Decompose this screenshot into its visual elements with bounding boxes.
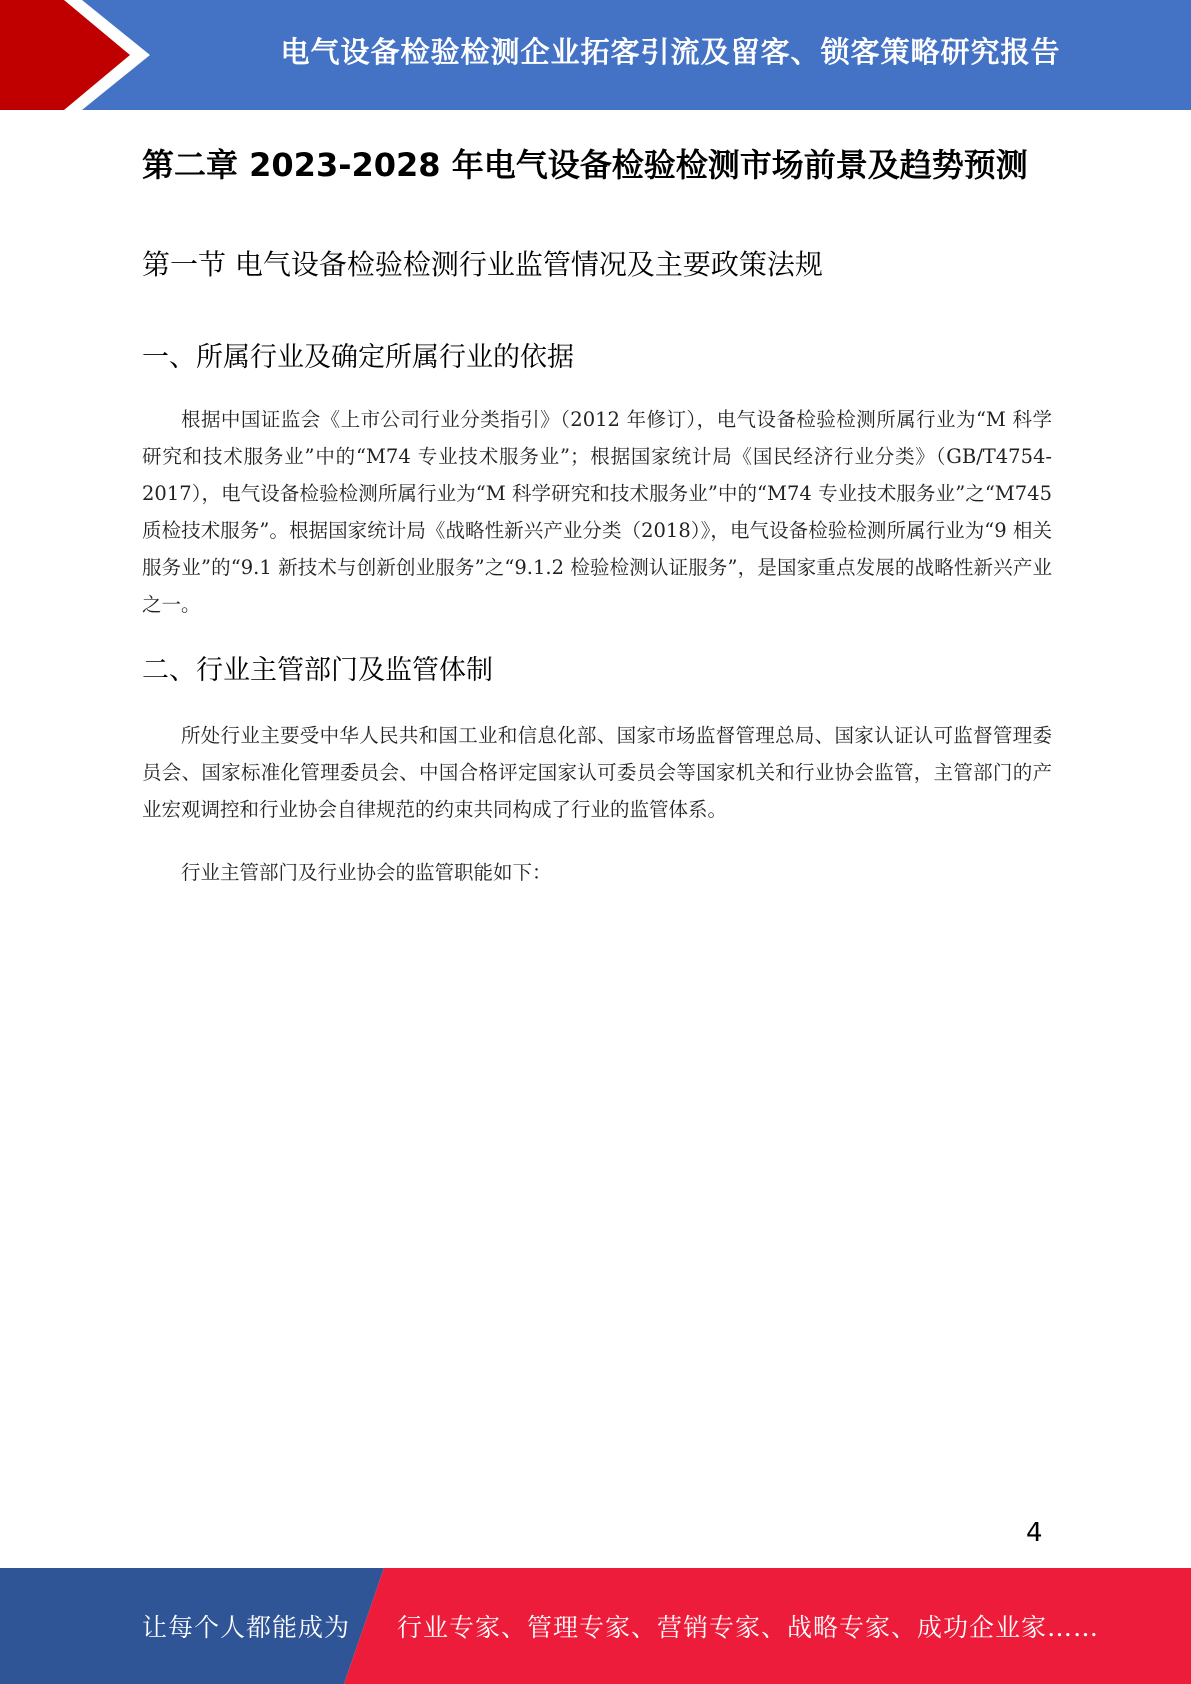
page-number: 4: [1026, 1518, 1043, 1548]
section-title: 第一节 电气设备检验检测行业监管情况及主要政策法规: [142, 248, 823, 281]
chapter-title: 第二章 2023-2028 年电气设备检验检测市场前景及趋势预测: [142, 146, 1028, 184]
report-title: 电气设备检验检测企业拓客引流及留客、锁客策略研究报告: [280, 34, 1061, 69]
footer-slogan-left: 让每个人都能成为: [142, 1613, 351, 1642]
body-paragraph: 所处行业主要受中华人民共和国工业和信息化部、国家市场监督管理总局、国家认证认可监督管理委员会、国家标准化管理委员会、中国合格评定国家认可委员会等国家机关和行业协会监管，主管部门的产业宏观调控和行业协会自律规范的约束共同构成了行业的监管体系。: [142, 724, 1052, 821]
subsection-title: 一、所属行业及确定所属行业的依据: [142, 342, 574, 373]
page-header: [0, 0, 1191, 110]
body-paragraph: 行业主管部门及行业协会的监管职能如下：: [181, 861, 552, 884]
body-paragraph: 根据中国证监会《上市公司行业分类指引》（2012 年修订），电气设备检验检测所属行业为“M 科学研究和技术服务业”中的“M74 专业技术服务业”；根据国家统计局《国民经济行业分类》（GB/T4754-2017），电气设备检验检测所属行业为“M 科学研究和技术服务业”中的“M74 专业技术服务业”之“M745 质检技术服务”。根据国家统计局《战略性新兴产业分类（2018）》，电气设备检验检测所属行业为“9 相关服务业”的“9.1 新技术与创新创业服务”之“9.1.2 检验检测认证服务”，是国家重点发展的战略性新兴产业之一。: [142, 408, 1052, 616]
page-footer: [0, 1568, 1191, 1684]
footer-slogan-right: 行业专家、管理专家、营销专家、战略专家、成功企业家……: [397, 1613, 1100, 1642]
subsection-title: 二、行业主管部门及监管体制: [142, 655, 493, 686]
